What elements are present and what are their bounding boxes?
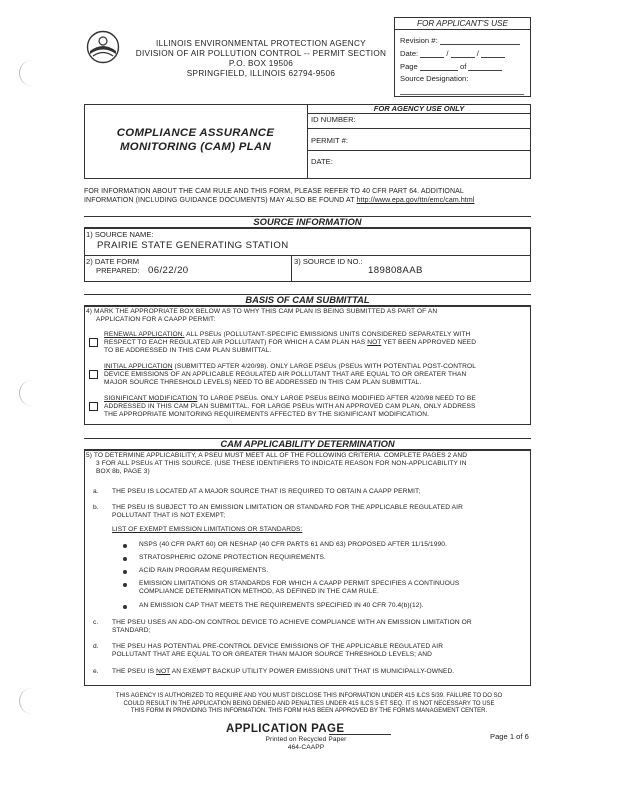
iepa-logo [86, 30, 120, 69]
significant-modification-option: SIGNIFICANT MODIFICATION TO LARGE PSEUs. ONLY LARGE PSEUs BEING MODIFIED AFTER 4/20/98 NEED TO BE ADDRESSED IN THIS CAM PLAN SUBMITTAL. FOR LARGE PSEUs WITH AN APPROVED CAM PLAN, ONLY ADDRESS THE APPROPRIATE MONITORING REQUIREMENTS AFFECTED BY THE SIGNIFICANT MODIFICATION. [104, 395, 476, 419]
basis-header: BASIS OF CAM SUBMITTAL [84, 294, 531, 306]
renewal-application-checkbox[interactable] [89, 338, 98, 347]
criterion-a-label: a. [93, 488, 99, 495]
source-id-value[interactable]: 189808AAB [368, 265, 423, 276]
source-designation-input-line[interactable] [400, 94, 524, 95]
page-number: Page 1 of 6 [490, 732, 529, 741]
agency-name: ILLINOIS ENVIRONMENTAL PROTECTION AGENCY [156, 39, 366, 48]
criterion-e-label: e. [93, 668, 99, 675]
source-name-label: 1) SOURCE NAME: [86, 230, 154, 239]
agency-city: SPRINGFIELD, ILLINOIS 62794-9506 [186, 69, 336, 78]
permit-number-label: PERMIT #: [311, 136, 348, 145]
agency-division: DIVISION OF AIR POLLUTION CONTROL -- PERMIT SECTION [135, 49, 387, 58]
page-field[interactable] [400, 62, 528, 71]
criterion-e-text: THE PSEU IS NOT AN EXEMPT BACKUP UTILITY POWER EMISSIONS UNIT THAT IS MUNICIPALLY-OWNED. [112, 668, 455, 675]
source-information-header: SOURCE INFORMATION [84, 216, 531, 228]
application-page-line[interactable] [329, 734, 391, 735]
authorization-notice: THIS AGENCY IS AUTHORIZED TO REQUIRE AND YOU MUST DISCLOSE THIS INFORMATION UNDER 415 ILCS 5/39. FAILURE TO DO SO COULD RESULT IN THE APPLICATION BEING DENIED AND PENALTIES UNDER 415 ILCS 5 ET SEQ. IT IS NOT NECESSARY TO USE THIS FORM IN PROVIDING THIS INFORMATION. THIS FORM HAS BEEN APPROVED BY THE FORMS MANAGEMENT CENTER. [115, 693, 503, 715]
exempt-item-1: NSPS (40 CFR PART 60) OR NESHAP (40 CFR PARTS 61 AND 63) PROPOSED AFTER 11/15/1990. [139, 541, 447, 548]
application-page-label: APPLICATION PAGE [226, 723, 345, 735]
info-note-line2: INFORMATION (INCLUDING GUIDANCE DOCUMENTS) MAY ALSO BE FOUND AT [84, 197, 357, 204]
applicant-date-label: Date: [400, 49, 419, 58]
exempt-bullet-2 [123, 557, 127, 561]
form-title-line1: COMPLIANCE ASSURANCE [116, 127, 275, 139]
revision-field[interactable] [400, 36, 528, 45]
significant-modification-checkbox[interactable] [89, 402, 98, 411]
date-prepared-label: 2) DATE FORM PREPARED: [86, 257, 140, 275]
agency-header [128, 39, 394, 79]
info-note [84, 187, 534, 205]
cam-guidance-link[interactable]: http://www.epa.gov/ttn/emc/cam.html [356, 197, 475, 204]
form-number: 464-CAAPP [287, 744, 325, 751]
revision-input-line[interactable] [440, 36, 520, 45]
applicant-use-title: FOR APPLICANT'S USE [417, 19, 508, 28]
applicant-use-divider [394, 29, 531, 30]
applicant-date-field[interactable]: Date: / / [400, 49, 528, 58]
exempt-item-3: ACID RAIN PROGRAM REQUIREMENTS. [139, 567, 269, 574]
criterion-c-text: THE PSEU USES AN ADD-ON CONTROL DEVICE TO ACHIEVE COMPLIANCE WITH AN EMISSION LIMITATION OR STANDARD; [112, 619, 472, 635]
criterion-b-label: b. [93, 504, 99, 511]
revision-label: Revision #: [400, 36, 438, 45]
exempt-item-2: STRATOSPHERIC OZONE PROTECTION REQUIREMENTS. [139, 554, 326, 561]
exempt-bullet-5 [123, 605, 127, 609]
punch-hole-mark-top [19, 60, 34, 86]
punch-hole-mark-middle [19, 380, 34, 406]
criterion-d-text: THE PSEU HAS POTENTIAL PRE-CONTROL DEVICE EMISSIONS OF THE APPLICABLE REGULATED AIR POLLUTANT THAT ARE EQUAL TO OR GREATER THAN MAJOR SOURCE THRESHOLD LEVELS; AND [112, 643, 444, 659]
exempt-item-4: EMISSION LIMITATIONS OR STANDARDS FOR WHICH A CAAPP PERMIT SPECIFIES A CONTINUOUS COMPLIANCE DETERMINATION METHOD, AS DEFINED IN THE CAM RULE. [139, 580, 460, 596]
source-designation-label: Source Designation: [400, 74, 469, 83]
criterion-b-text: THE PSEU IS SUBJECT TO AN EMISSION LIMITATION OR STANDARD FOR THE APPLICABLE REGULATED AIR POLLUTANT THAT IS NOT EXEMPT; [112, 504, 463, 520]
id-number-label: ID NUMBER: [311, 115, 356, 124]
source-id-label: 3) SOURCE ID NO.: [294, 257, 363, 266]
exempt-list-title: LIST OF EXEMPT EMISSION LIMITATIONS OR STANDARDS: [112, 526, 303, 533]
criterion-a-text: THE PSEU IS LOCATED AT A MAJOR SOURCE THAT IS REQUIRED TO OBTAIN A CAAPP PERMIT; [112, 488, 421, 495]
agency-po-box: P.O. BOX 19506 [228, 59, 294, 68]
basis-intro: 4) MARK THE APPROPRIATE BOX BELOW AS TO WHY THIS CAM PLAN IS BEING SUBMITTED AS PART OF AN APPLICATION FOR A CAAPP PERMIT: [86, 308, 438, 324]
initial-application-checkbox[interactable] [89, 370, 98, 379]
source-name-value[interactable]: PRAIRIE STATE GENERATING STATION [97, 240, 289, 251]
info-note-line1: FOR INFORMATION ABOUT THE CAM RULE AND THIS FORM, PLEASE REFER TO 40 CFR PART 64. ADDITIONAL [84, 188, 464, 195]
agency-use-title: FOR AGENCY USE ONLY [373, 104, 465, 113]
exempt-bullet-4 [123, 583, 127, 587]
exempt-item-5: AN EMISSION CAP THAT MEETS THE REQUIREMENTS SPECIFIED IN 40 CFR 70.4(b)(12). [139, 602, 424, 609]
initial-application-option: INITIAL APPLICATION (SUBMITTED AFTER 4/20/98). ONLY LARGE PSEUs (PSEUs WITH POTENTIAL POST-CONTROL DEVICE EMISSIONS OF AN APPLICABLE REGULATED AIR POLLUTANT THAT ARE EQUAL TO OR GREATER THAN MAJOR SOURCE THRESHOLD LEVELS) NEED TO BE ADDRESSED IN THIS CAM PLAN SUBMITTAL. [104, 363, 477, 387]
criterion-d-label: d. [93, 643, 99, 650]
agency-date-label: DATE: [311, 157, 333, 166]
of-label: of [460, 62, 467, 71]
applicability-intro: 5) TO DETERMINE APPLICABILITY, A PSEU MUST MEET ALL OF THE FOLLOWING CRITERIA. COMPLETE PAGES 2 AND 3 FOR ALL PSEUs AT THIS SOURCE. (USE THESE IDENTIFIERS TO INDICATE REASON FOR NON-APPLICABILITY IN BOX 8b, PAGE 3) [86, 452, 468, 476]
form-title [84, 126, 307, 154]
criterion-c-label: c. [93, 619, 99, 626]
applicability-header: CAM APPLICABILITY DETERMINATION [84, 438, 531, 450]
page-label: Page [400, 62, 418, 71]
exempt-bullet-3 [123, 570, 127, 574]
renewal-application-option: RENEWAL APPLICATION. ALL PSEUs (POLLUTANT-SPECIFIC EMISSIONS UNITS CONSIDERED SEPARATELY WITH RESPECT TO EACH REGULATED AIR POLLUTANT) FOR WHICH A CAM PLAN HAS NOT YET BEEN APPROVED NEED TO BE ADDRESSED IN THIS CAM PLAN SUBMITTAL. [104, 331, 477, 355]
date-prepared-value[interactable]: 06/22/20 [148, 265, 189, 276]
form-title-line2: MONITORING (CAM) PLAN [120, 141, 271, 153]
exempt-bullet-1 [123, 544, 127, 548]
title-section-divider [307, 104, 308, 179]
recycled-paper-note: Printed on Recycled Paper [265, 736, 347, 743]
punch-hole-mark-bottom [19, 688, 34, 714]
